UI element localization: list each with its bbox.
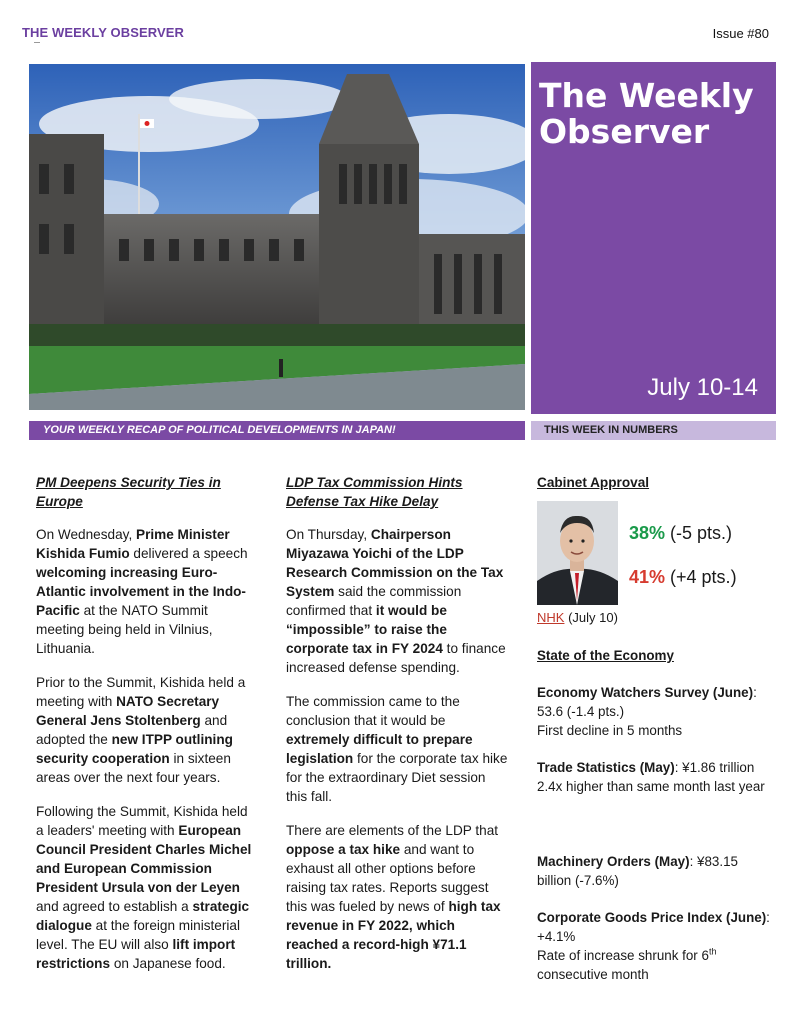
- bold-text: European Council President Charles Michel and European Commission President Ursula von der Leyen: [36, 823, 252, 895]
- text: and agreed to establish a: [36, 899, 193, 914]
- text: and want to exhaust all other options before raising tax rates. Reports suggest this was fueled by news of: [286, 842, 489, 914]
- economy-heading: State of the Economy: [537, 648, 674, 663]
- text: for the corporate tax hike for the extraordinary Diet session this fall.: [286, 751, 508, 804]
- economy-heading-wrap: [537, 646, 775, 665]
- disapproval-change: (+4 pts.): [665, 567, 737, 587]
- masthead-dash: [34, 42, 40, 43]
- article-paragraph: [286, 525, 508, 677]
- newsletter-title-line2: Observer: [539, 112, 710, 151]
- bold-text: Prime Minister Kishida Fumio: [36, 527, 230, 561]
- newsletter-title-line1: The Weekly: [539, 76, 754, 115]
- bold-text: extremely difficult to prepare legislation: [286, 732, 473, 766]
- headline-line1: LDP Tax Commission Hints: [286, 475, 463, 490]
- econ-label: Corporate Goods Price Index (June): [537, 910, 767, 925]
- article-paragraph: [286, 692, 508, 806]
- bold-text: strategic dialogue: [36, 899, 250, 933]
- bold-text: lift import restrictions: [36, 937, 236, 971]
- newsletter-title: [539, 78, 754, 150]
- issue-dates: July 10-14: [647, 374, 758, 401]
- bold-text: NATO Secretary General Jens Stoltenberg: [36, 694, 220, 728]
- text: There are elements of the LDP that: [286, 823, 499, 838]
- econ-value: : ¥83.15 billion (-7.6%): [537, 854, 738, 888]
- bold-text: high tax revenue in FY 2022, which reached a record-high ¥71.1 trillion.: [286, 899, 501, 971]
- superscript: th: [708, 946, 717, 957]
- approval-change: (-5 pts.): [665, 523, 733, 543]
- econ-item-machinery: [537, 852, 775, 890]
- source-date: (July 10): [564, 610, 618, 625]
- bold-text: it would be “impossible” to raise the corporate tax in FY 2024: [286, 603, 447, 656]
- article-paragraph: [36, 673, 258, 787]
- recap-banner: [29, 421, 525, 440]
- text: On Thursday,: [286, 527, 371, 542]
- article-tax-commission: [286, 473, 508, 988]
- headline-line1: PM Deepens Security Ties in: [36, 475, 221, 490]
- text: in sixteen areas over the next four years.: [36, 751, 231, 785]
- article-headline: [286, 473, 508, 511]
- econ-value: : 53.6 (-1.4 pts.): [537, 685, 757, 719]
- econ-note: 2.4x higher than same month last year: [537, 779, 765, 794]
- cabinet-approval-heading: Cabinet Approval: [537, 475, 650, 490]
- bold-text: oppose a tax hike: [286, 842, 401, 857]
- econ-item-trade: [537, 758, 775, 796]
- econ-value: : +4.1%: [537, 910, 770, 944]
- bold-text: new ITPP outlining security cooperation: [36, 732, 233, 766]
- econ-value: : ¥1.86 trillion: [674, 760, 755, 775]
- sidebar-cabinet-heading-wrap: [537, 473, 775, 492]
- text: said the commission confirmed that: [286, 584, 462, 618]
- disapproval-percent: 41%: [629, 567, 666, 587]
- numbers-banner-text: THIS WEEK IN NUMBERS: [544, 424, 678, 436]
- article-paragraph: [286, 821, 508, 973]
- econ-label: Economy Watchers Survey (June): [537, 685, 754, 700]
- text: to finance increased defense spending.: [286, 641, 506, 675]
- article-headline: [36, 473, 258, 511]
- disapproval-rate: [629, 567, 737, 588]
- article-paragraph: [36, 525, 258, 658]
- masthead: THE WEEKLY OBSERVER: [22, 25, 185, 40]
- econ-note: First decline in 5 months: [537, 723, 683, 738]
- text: Following the Summit, Kishida held a leaders' meeting with: [36, 804, 248, 838]
- text: The commission came to the conclusion that it would be: [286, 694, 460, 728]
- kishida-portrait: [537, 501, 618, 605]
- headline-line2: Defense Tax Hike Delay: [286, 494, 439, 509]
- title-box: [531, 62, 776, 414]
- approval-rate: [629, 523, 732, 544]
- econ-note-end: consecutive month: [537, 967, 649, 982]
- headline-line2: Europe: [36, 494, 83, 509]
- article-paragraph: [36, 802, 258, 973]
- bold-text: welcoming increasing Euro-Atlantic involvement in the Indo-Pacific: [36, 565, 246, 618]
- text: delivered a speech: [129, 546, 248, 561]
- text: On Wednesday,: [36, 527, 136, 542]
- econ-item-cgpi: [537, 908, 775, 984]
- econ-label: Machinery Orders (May): [537, 854, 690, 869]
- econ-item-watchers: [537, 683, 775, 740]
- econ-note: Rate of increase shrunk for 6: [537, 948, 709, 963]
- text: on Japanese food.: [110, 956, 226, 971]
- econ-label: Trade Statistics (May): [537, 760, 675, 775]
- text: and adopted the: [36, 713, 228, 747]
- text: Prior to the Summit, Kishida held a meeting with: [36, 675, 246, 709]
- numbers-banner: [531, 421, 776, 440]
- nhk-link[interactable]: NHK: [537, 610, 565, 625]
- recap-banner-text: YOUR WEEKLY RECAP OF POLITICAL DEVELOPMENTS IN JAPAN!: [43, 424, 396, 436]
- text: at the foreign ministerial level. The EU will also: [36, 918, 240, 952]
- poll-source: [537, 610, 618, 625]
- article-security-ties: [36, 473, 258, 988]
- text: at the NATO Summit meeting being held in Vilnius, Lithuania.: [36, 603, 213, 656]
- approval-percent: 38%: [629, 523, 666, 543]
- diet-building-photo: [29, 64, 525, 410]
- bold-text: Chairperson Miyazawa Yoichi of the LDP Research Commission on the Tax System: [286, 527, 504, 599]
- issue-number: Issue #80: [712, 26, 769, 41]
